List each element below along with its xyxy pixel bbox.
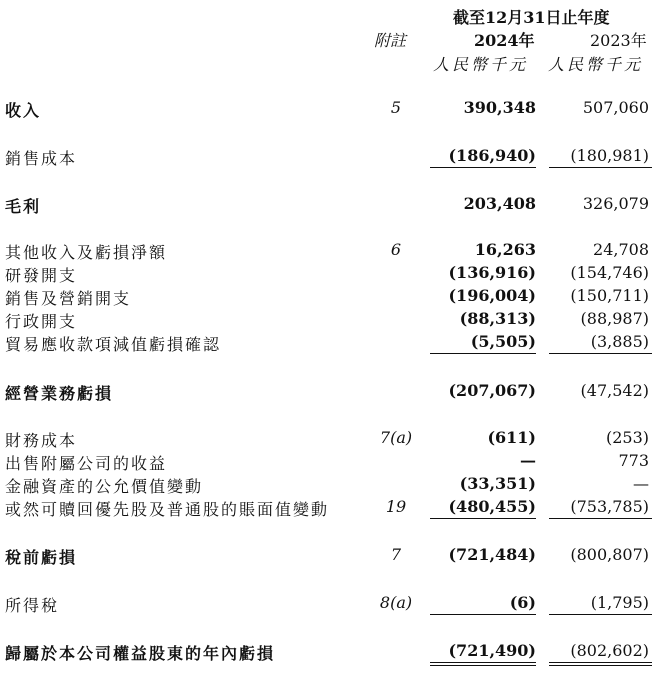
double-underline-2024-top (430, 662, 536, 663)
value-2023: — (633, 474, 649, 493)
row-note: 19 (385, 497, 407, 516)
value-2023: (1,795) (590, 593, 649, 612)
value-2023: 24,708 (593, 240, 649, 259)
row-label-selling: 銷售及營銷開支 (5, 289, 132, 308)
row-label-impairment: 貿易應收款項減值虧損確認 (5, 335, 222, 354)
value-2024: (480,455) (448, 497, 536, 516)
row-label-cost-of-sales: 銷售成本 (5, 149, 78, 168)
value-2023: (3,885) (590, 332, 649, 351)
underline-2024 (430, 518, 536, 519)
value-2024: 16,263 (474, 240, 536, 259)
underline-2023 (549, 353, 652, 354)
value-2024: (33,351) (459, 474, 536, 493)
unit-2024-header: 人民幣千元 (433, 55, 529, 74)
value-2023: (47,542) (580, 381, 649, 400)
value-2023: (154,746) (570, 263, 649, 282)
row-note: 5 (390, 98, 402, 117)
value-2023: (88,987) (580, 309, 649, 328)
row-label-disposal-gain: 出售附屬公司的收益 (5, 454, 168, 473)
value-2024: (5,505) (470, 332, 536, 351)
value-2024: — (520, 451, 536, 470)
value-2024: (88,313) (459, 309, 536, 328)
value-2023: (253) (605, 428, 649, 447)
underline-2023 (549, 518, 652, 519)
row-label-admin: 行政開支 (5, 312, 78, 331)
value-2024: (6) (509, 593, 536, 612)
value-2023: 773 (618, 451, 649, 470)
underline-2024 (430, 614, 536, 615)
underline-2023 (549, 614, 652, 615)
underline-2023 (549, 167, 652, 168)
row-note: 7 (390, 545, 402, 564)
value-2023: (800,807) (570, 545, 649, 564)
value-2023: 507,060 (582, 98, 649, 117)
row-label-finance-cost: 財務成本 (5, 431, 78, 450)
year-2024-header: 2024年 (474, 31, 535, 50)
value-2024: (721,490) (448, 641, 536, 660)
double-underline-2023-top (549, 662, 652, 663)
value-2023: (150,711) (570, 286, 649, 305)
double-underline-2023-bottom (549, 665, 652, 666)
period-header: 截至12月31日止年度 (453, 8, 610, 27)
value-2024: (136,916) (448, 263, 536, 282)
row-label-rnd: 研發開支 (5, 266, 78, 285)
underline-2024 (430, 167, 536, 168)
row-label-income-tax: 所得稅 (5, 596, 60, 615)
value-2023: (802,602) (570, 641, 649, 660)
row-note: 8(a) (379, 593, 413, 612)
value-2024: (611) (487, 428, 536, 447)
note-column-header: 附註 (374, 31, 407, 50)
year-2023-header: 2023年 (590, 31, 647, 50)
value-2023: (753,785) (570, 497, 649, 516)
row-label-loss-before-tax: 稅前虧損 (5, 548, 78, 567)
row-label-loss-for-year: 歸屬於本公司權益股東的年內虧損 (5, 644, 276, 663)
value-2023: 326,079 (582, 194, 649, 213)
value-2024: (186,940) (448, 146, 536, 165)
row-label-operating-loss: 經營業務虧損 (5, 384, 114, 403)
row-label-gross-profit: 毛利 (5, 197, 42, 216)
value-2023: (180,981) (570, 146, 649, 165)
row-label-revenue: 收入 (5, 101, 42, 120)
underline-2024 (430, 353, 536, 354)
row-note: 6 (390, 240, 402, 259)
row-label-other-income: 其他收入及虧損淨額 (5, 243, 168, 262)
value-2024: 203,408 (463, 194, 536, 213)
row-label-fair-value: 金融資產的公允價值變動 (5, 477, 204, 496)
row-label-preferred-shares: 或然可贖回優先股及普通股的賬面值變動 (5, 500, 330, 519)
unit-2023-header: 人民幣千元 (548, 55, 644, 74)
value-2024: (196,004) (448, 286, 536, 305)
value-2024: (721,484) (448, 545, 536, 564)
value-2024: (207,067) (448, 381, 536, 400)
value-2024: 390,348 (463, 98, 536, 117)
double-underline-2024-bottom (430, 665, 536, 666)
row-note: 7(a) (379, 428, 413, 447)
